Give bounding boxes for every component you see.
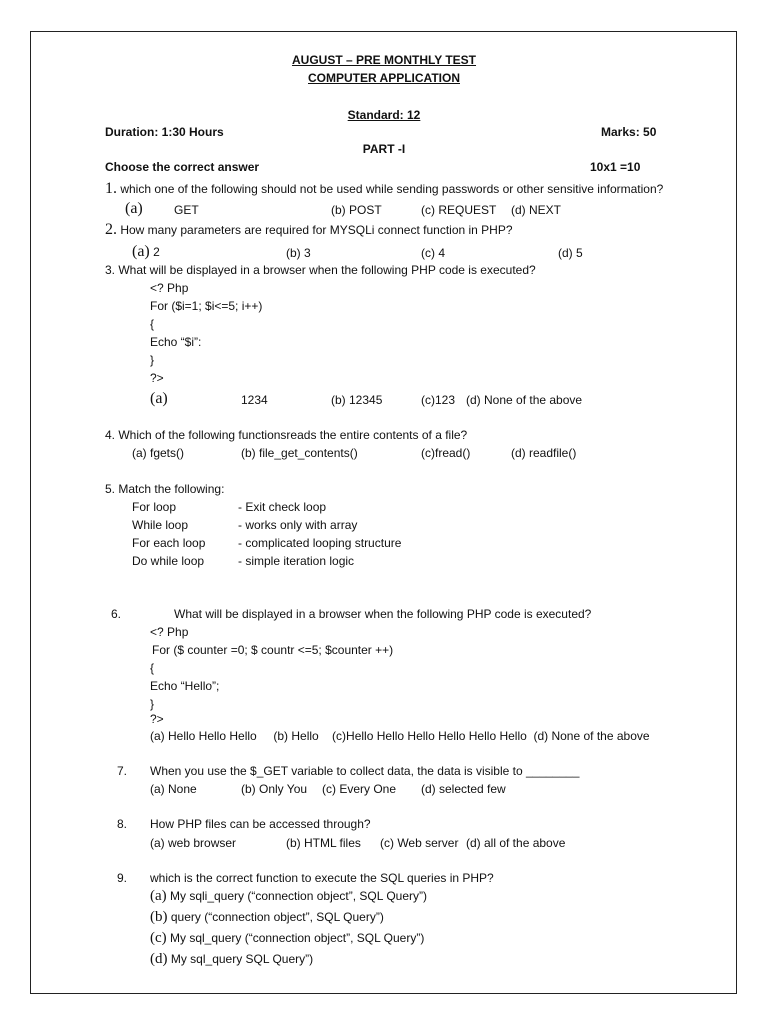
question-9-number: 9. [117, 871, 128, 885]
q6-options: (a) Hello Hello Hello (b) Hello (c)Hello Hello Hello Hello Hello Hello (d) None of the above [150, 729, 650, 743]
q1-option-a: GET [174, 203, 199, 217]
q2-option-a [132, 244, 160, 260]
q3-code-line: } [150, 353, 155, 367]
part-label: PART -I [362, 142, 406, 156]
instruction-label: Choose the correct answer [105, 160, 260, 174]
q7-option-b: (b) Only You [241, 782, 308, 796]
question-1 [105, 181, 663, 197]
q3-code-line: Echo “$i”: [150, 335, 202, 349]
q9-option-d [150, 952, 313, 967]
q7-option-d: (d) selected few [421, 782, 506, 796]
marks-scheme: 10x1 =10 [590, 160, 641, 174]
q2-option-d: (d) 5 [558, 246, 583, 260]
q2-option-c: (c) 4 [421, 246, 445, 260]
q1-option-c: (c) REQUEST [421, 203, 497, 217]
q5-right-item: - works only with array [238, 518, 358, 532]
test-title: AUGUST – PRE MONTHLY TEST [291, 53, 477, 67]
q3-option-c: (c)123 [421, 393, 456, 407]
q6-code-line: <? Php [150, 625, 189, 639]
q2-option-a-text: 2 [153, 245, 160, 259]
q5-left-item: While loop [132, 518, 189, 532]
question-9-text: which is the correct function to execute the SQL queries in PHP? [150, 871, 494, 885]
q6-code-line: ?> [150, 712, 164, 726]
q1-option-a-label: (a) [125, 200, 143, 217]
standard-label: Standard: 12 [347, 108, 421, 122]
q3-code-line: For ($i=1; $i<=5; i++) [150, 299, 263, 313]
q3-code-line: { [150, 317, 155, 331]
q6-code-line: Echo “Hello”; [150, 679, 220, 693]
q5-right-item: - simple iteration logic [238, 554, 355, 568]
q8-option-a: (a) web browser [150, 836, 237, 850]
q7-option-c: (c) Every One [322, 782, 397, 796]
q6-code-line: For ($ counter =0; $ countr <=5; $counter ++) [152, 643, 394, 657]
question-7-number: 7. [117, 764, 128, 778]
q4-option-c: (c)fread() [421, 446, 471, 460]
q9-option-a-label: (a) [150, 888, 167, 904]
q9-option-b [150, 910, 384, 925]
q4-option-d: (d) readfile() [511, 446, 577, 460]
q6-code-line: } [150, 697, 155, 711]
q4-option-a: (a) fgets() [132, 446, 185, 460]
question-5-text: 5. Match the following: [105, 482, 225, 496]
marks-label: Marks: 50 [601, 125, 657, 139]
question-2-number: 2. [105, 221, 117, 238]
q9-option-d-label: (d) [150, 951, 168, 967]
q8-option-d: (d) all of the above [466, 836, 566, 850]
q9-option-a-text: My sqli_query (“connection object”, SQL Query”) [170, 889, 427, 903]
q3-option-a-label: (a) [150, 390, 168, 407]
q5-left-item: For each loop [132, 536, 206, 550]
q2-option-b: (b) 3 [286, 246, 311, 260]
q5-right-item: - Exit check loop [238, 500, 327, 514]
q3-option-d: (d) None of the above [466, 393, 583, 407]
q1-option-b: (b) POST [331, 203, 382, 217]
q7-option-a: (a) None [150, 782, 197, 796]
q8-option-b: (b) HTML files [286, 836, 361, 850]
q1-option-d: (d) NEXT [511, 203, 562, 217]
question-1-text: which one of the following should not be used while sending passwords or other sensitive information? [120, 182, 664, 196]
question-3-text: 3. What will be displayed in a browser when the following PHP code is executed? [105, 263, 536, 277]
question-4-text: 4. Which of the following functionsreads the entire contents of a file? [105, 428, 468, 442]
q3-code-line: ?> [150, 371, 164, 385]
q9-option-c-label: (c) [150, 930, 167, 946]
question-2 [105, 222, 513, 238]
q8-option-c: (c) Web server [380, 836, 459, 850]
q9-option-c-text: My sql_query (“connection object”, SQL Query”) [170, 931, 425, 945]
q9-option-d-text: My sql_query SQL Query”) [170, 952, 314, 966]
q9-option-c [150, 931, 424, 946]
q9-option-a [150, 889, 427, 904]
subject-title: COMPUTER APPLICATION [308, 71, 460, 85]
question-8-number: 8. [117, 817, 128, 831]
q2-option-a-label: (a) [132, 243, 150, 260]
duration-label: Duration: 1:30 Hours [105, 125, 224, 139]
q4-option-b: (b) file_get_contents() [241, 446, 358, 460]
q6-code-line: { [150, 661, 155, 675]
question-6-text: What will be displayed in a browser when the following PHP code is executed? [174, 607, 592, 621]
question-8-text: How PHP files can be accessed through? [150, 817, 371, 831]
q3-code-line: <? Php [150, 281, 189, 295]
q3-option-b: (b) 12345 [331, 393, 383, 407]
q5-left-item: Do while loop [132, 554, 205, 568]
q9-option-b-label: (b) [150, 909, 168, 925]
q5-right-item: - complicated looping structure [238, 536, 402, 550]
q3-option-a: 1234 [241, 393, 268, 407]
question-1-number: 1. [105, 180, 117, 197]
q5-left-item: For loop [132, 500, 177, 514]
q9-option-b-text: query (“connection object”, SQL Query”) [170, 910, 384, 924]
question-7-text: When you use the $_GET variable to collect data, the data is visible to ________ [150, 764, 580, 778]
question-6-number: 6. [111, 607, 122, 621]
question-2-text: How many parameters are required for MYSQLi connect function in PHP? [120, 223, 513, 237]
